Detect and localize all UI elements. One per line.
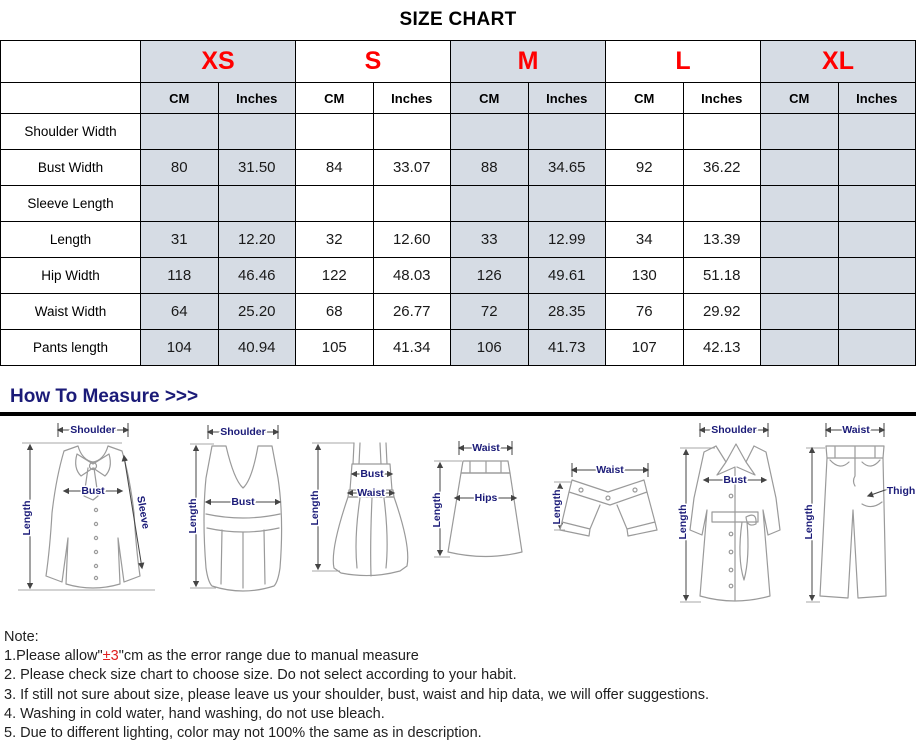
blouse-sleeve-label: Sleeve [134, 495, 152, 530]
cell: 28.35 [528, 294, 606, 330]
pants-length-label: Length [803, 504, 815, 540]
cell: 64 [141, 294, 219, 330]
cell: 26.77 [373, 294, 451, 330]
row-label: Hip Width [1, 258, 141, 294]
cell: 126 [451, 258, 529, 294]
pants-drawing [803, 423, 915, 602]
cell: 41.34 [373, 330, 451, 366]
cell [606, 114, 684, 150]
cell [838, 330, 916, 366]
note-item-5: 5. Due to different lighting, color may not 100% the same as in description. [4, 725, 482, 742]
cell [761, 330, 839, 366]
cell [683, 186, 761, 222]
row-label: Waist Width [1, 294, 141, 330]
cell: 40.94 [218, 330, 296, 366]
cell [528, 186, 606, 222]
cell [451, 114, 529, 150]
blouse-drawing [18, 423, 155, 590]
unit-xs-cm: CM [141, 83, 219, 114]
note-1-prefix: 1.Please allow" [4, 648, 103, 665]
cell: 32 [296, 222, 374, 258]
cell: 36.22 [683, 150, 761, 186]
skirt-waist-label: Waist [472, 442, 500, 454]
cell [761, 294, 839, 330]
coat-drawing [677, 423, 780, 602]
cell [761, 114, 839, 150]
measure-diagrams [0, 418, 916, 622]
size-header-row [1, 41, 916, 83]
table-row [1, 114, 916, 150]
cell [451, 186, 529, 222]
dress-bust-label: Bust [360, 468, 384, 480]
cell: 33.07 [373, 150, 451, 186]
row-label: Sleeve Length [1, 186, 141, 222]
cell: 41.73 [528, 330, 606, 366]
cell: 104 [141, 330, 219, 366]
cell [761, 150, 839, 186]
corner-cell-top [1, 41, 141, 83]
cell: 76 [606, 294, 684, 330]
pants-thigh-label: Thigh [886, 485, 916, 497]
shorts-length-label: Length [551, 489, 563, 525]
cell [218, 114, 296, 150]
cell [296, 114, 374, 150]
dress-waist-label: Waist [357, 487, 385, 499]
notes-title: Note: [4, 629, 39, 645]
dress-length-label: Length [309, 490, 321, 526]
cell [528, 114, 606, 150]
cell: 31.50 [218, 150, 296, 186]
vest-shoulder-label: Shoulder [220, 426, 266, 438]
cell: 72 [451, 294, 529, 330]
cell: 12.20 [218, 222, 296, 258]
cell [761, 258, 839, 294]
cell [838, 258, 916, 294]
cell: 46.46 [218, 258, 296, 294]
cell [683, 114, 761, 150]
cell [296, 186, 374, 222]
cell [373, 114, 451, 150]
coat-shoulder-label: Shoulder [711, 424, 757, 436]
size-header-l: L [606, 41, 761, 83]
table-row [1, 258, 916, 294]
row-label: Length [1, 222, 141, 258]
cell: 122 [296, 258, 374, 294]
coat-bust-label: Bust [723, 474, 747, 486]
corner-cell-units [1, 83, 141, 114]
cell [838, 114, 916, 150]
unit-s-cm: CM [296, 83, 374, 114]
cell: 48.03 [373, 258, 451, 294]
cell: 68 [296, 294, 374, 330]
cell: 34 [606, 222, 684, 258]
cell: 51.18 [683, 258, 761, 294]
pants-waist-label: Waist [842, 424, 870, 436]
skirt-hips-label: Hips [474, 492, 498, 504]
cell: 105 [296, 330, 374, 366]
unit-xs-inches: Inches [218, 83, 296, 114]
cell: 106 [451, 330, 529, 366]
notes-section [4, 628, 916, 743]
unit-l-inches: Inches [683, 83, 761, 114]
cell [838, 150, 916, 186]
cell: 80 [141, 150, 219, 186]
table-row [1, 294, 916, 330]
row-label: Bust Width [1, 150, 141, 186]
cell: 13.39 [683, 222, 761, 258]
how-to-measure-heading: How To Measure >>> [10, 386, 199, 407]
note-1-suffix: "cm as the error range due to manual measure [118, 648, 419, 665]
cell: 12.99 [528, 222, 606, 258]
cell [838, 186, 916, 222]
cell [761, 222, 839, 258]
cell: 107 [606, 330, 684, 366]
cell: 25.20 [218, 294, 296, 330]
unit-header-row [1, 83, 916, 114]
cell: 31 [141, 222, 219, 258]
cell: 34.65 [528, 150, 606, 186]
vest-drawing [187, 425, 282, 591]
cell: 42.13 [683, 330, 761, 366]
row-label: Pants length [1, 330, 141, 366]
cell: 29.92 [683, 294, 761, 330]
cell: 33 [451, 222, 529, 258]
table-row [1, 330, 916, 366]
size-header-xl: XL [761, 41, 916, 83]
skirt-length-label: Length [431, 492, 443, 528]
table-row [1, 222, 916, 258]
cell [838, 294, 916, 330]
shorts-waist-label: Waist [596, 464, 624, 476]
skirt-drawing [431, 441, 522, 557]
unit-m-inches: Inches [528, 83, 606, 114]
coat-length-label: Length [677, 504, 689, 540]
size-header-m: M [451, 41, 606, 83]
cell: 12.60 [373, 222, 451, 258]
cell: 84 [296, 150, 374, 186]
unit-s-inches: Inches [373, 83, 451, 114]
cell: 49.61 [528, 258, 606, 294]
cell: 118 [141, 258, 219, 294]
divider-rule [0, 412, 916, 416]
cell [141, 114, 219, 150]
blouse-length-label: Length [21, 500, 33, 536]
vest-length-label: Length [187, 498, 199, 534]
size-chart-table [0, 40, 916, 366]
vest-bust-label: Bust [231, 496, 255, 508]
cell [606, 186, 684, 222]
cell: 92 [606, 150, 684, 186]
size-header-xs: XS [141, 41, 296, 83]
table-row [1, 150, 916, 186]
shorts-drawing [551, 463, 657, 536]
cell [141, 186, 219, 222]
note-item-3: 3. If still not sure about size, please leave us your shoulder, bust, waist and hip data, we will offer suggestions. [4, 686, 709, 703]
note-1-tolerance: ±3 [102, 648, 119, 665]
cell [218, 186, 296, 222]
cell [373, 186, 451, 222]
blouse-bust-label: Bust [81, 485, 105, 497]
unit-l-cm: CM [606, 83, 684, 114]
cell [838, 222, 916, 258]
dress-drawing [309, 443, 408, 576]
size-header-s: S [296, 41, 451, 83]
note-item-4: 4. Washing in cold water, hand washing, do not use bleach. [4, 705, 385, 722]
table-row [1, 186, 916, 222]
page-title: SIZE CHART [399, 9, 517, 30]
note-item-2: 2. Please check size chart to choose size. Do not select according to your habit. [4, 667, 517, 684]
note-item-1 [4, 647, 916, 666]
cell: 88 [451, 150, 529, 186]
row-label: Shoulder Width [1, 114, 141, 150]
unit-xl-cm: CM [761, 83, 839, 114]
unit-xl-inches: Inches [838, 83, 916, 114]
cell: 130 [606, 258, 684, 294]
cell [761, 186, 839, 222]
blouse-shoulder-label: Shoulder [70, 424, 116, 436]
unit-m-cm: CM [451, 83, 529, 114]
